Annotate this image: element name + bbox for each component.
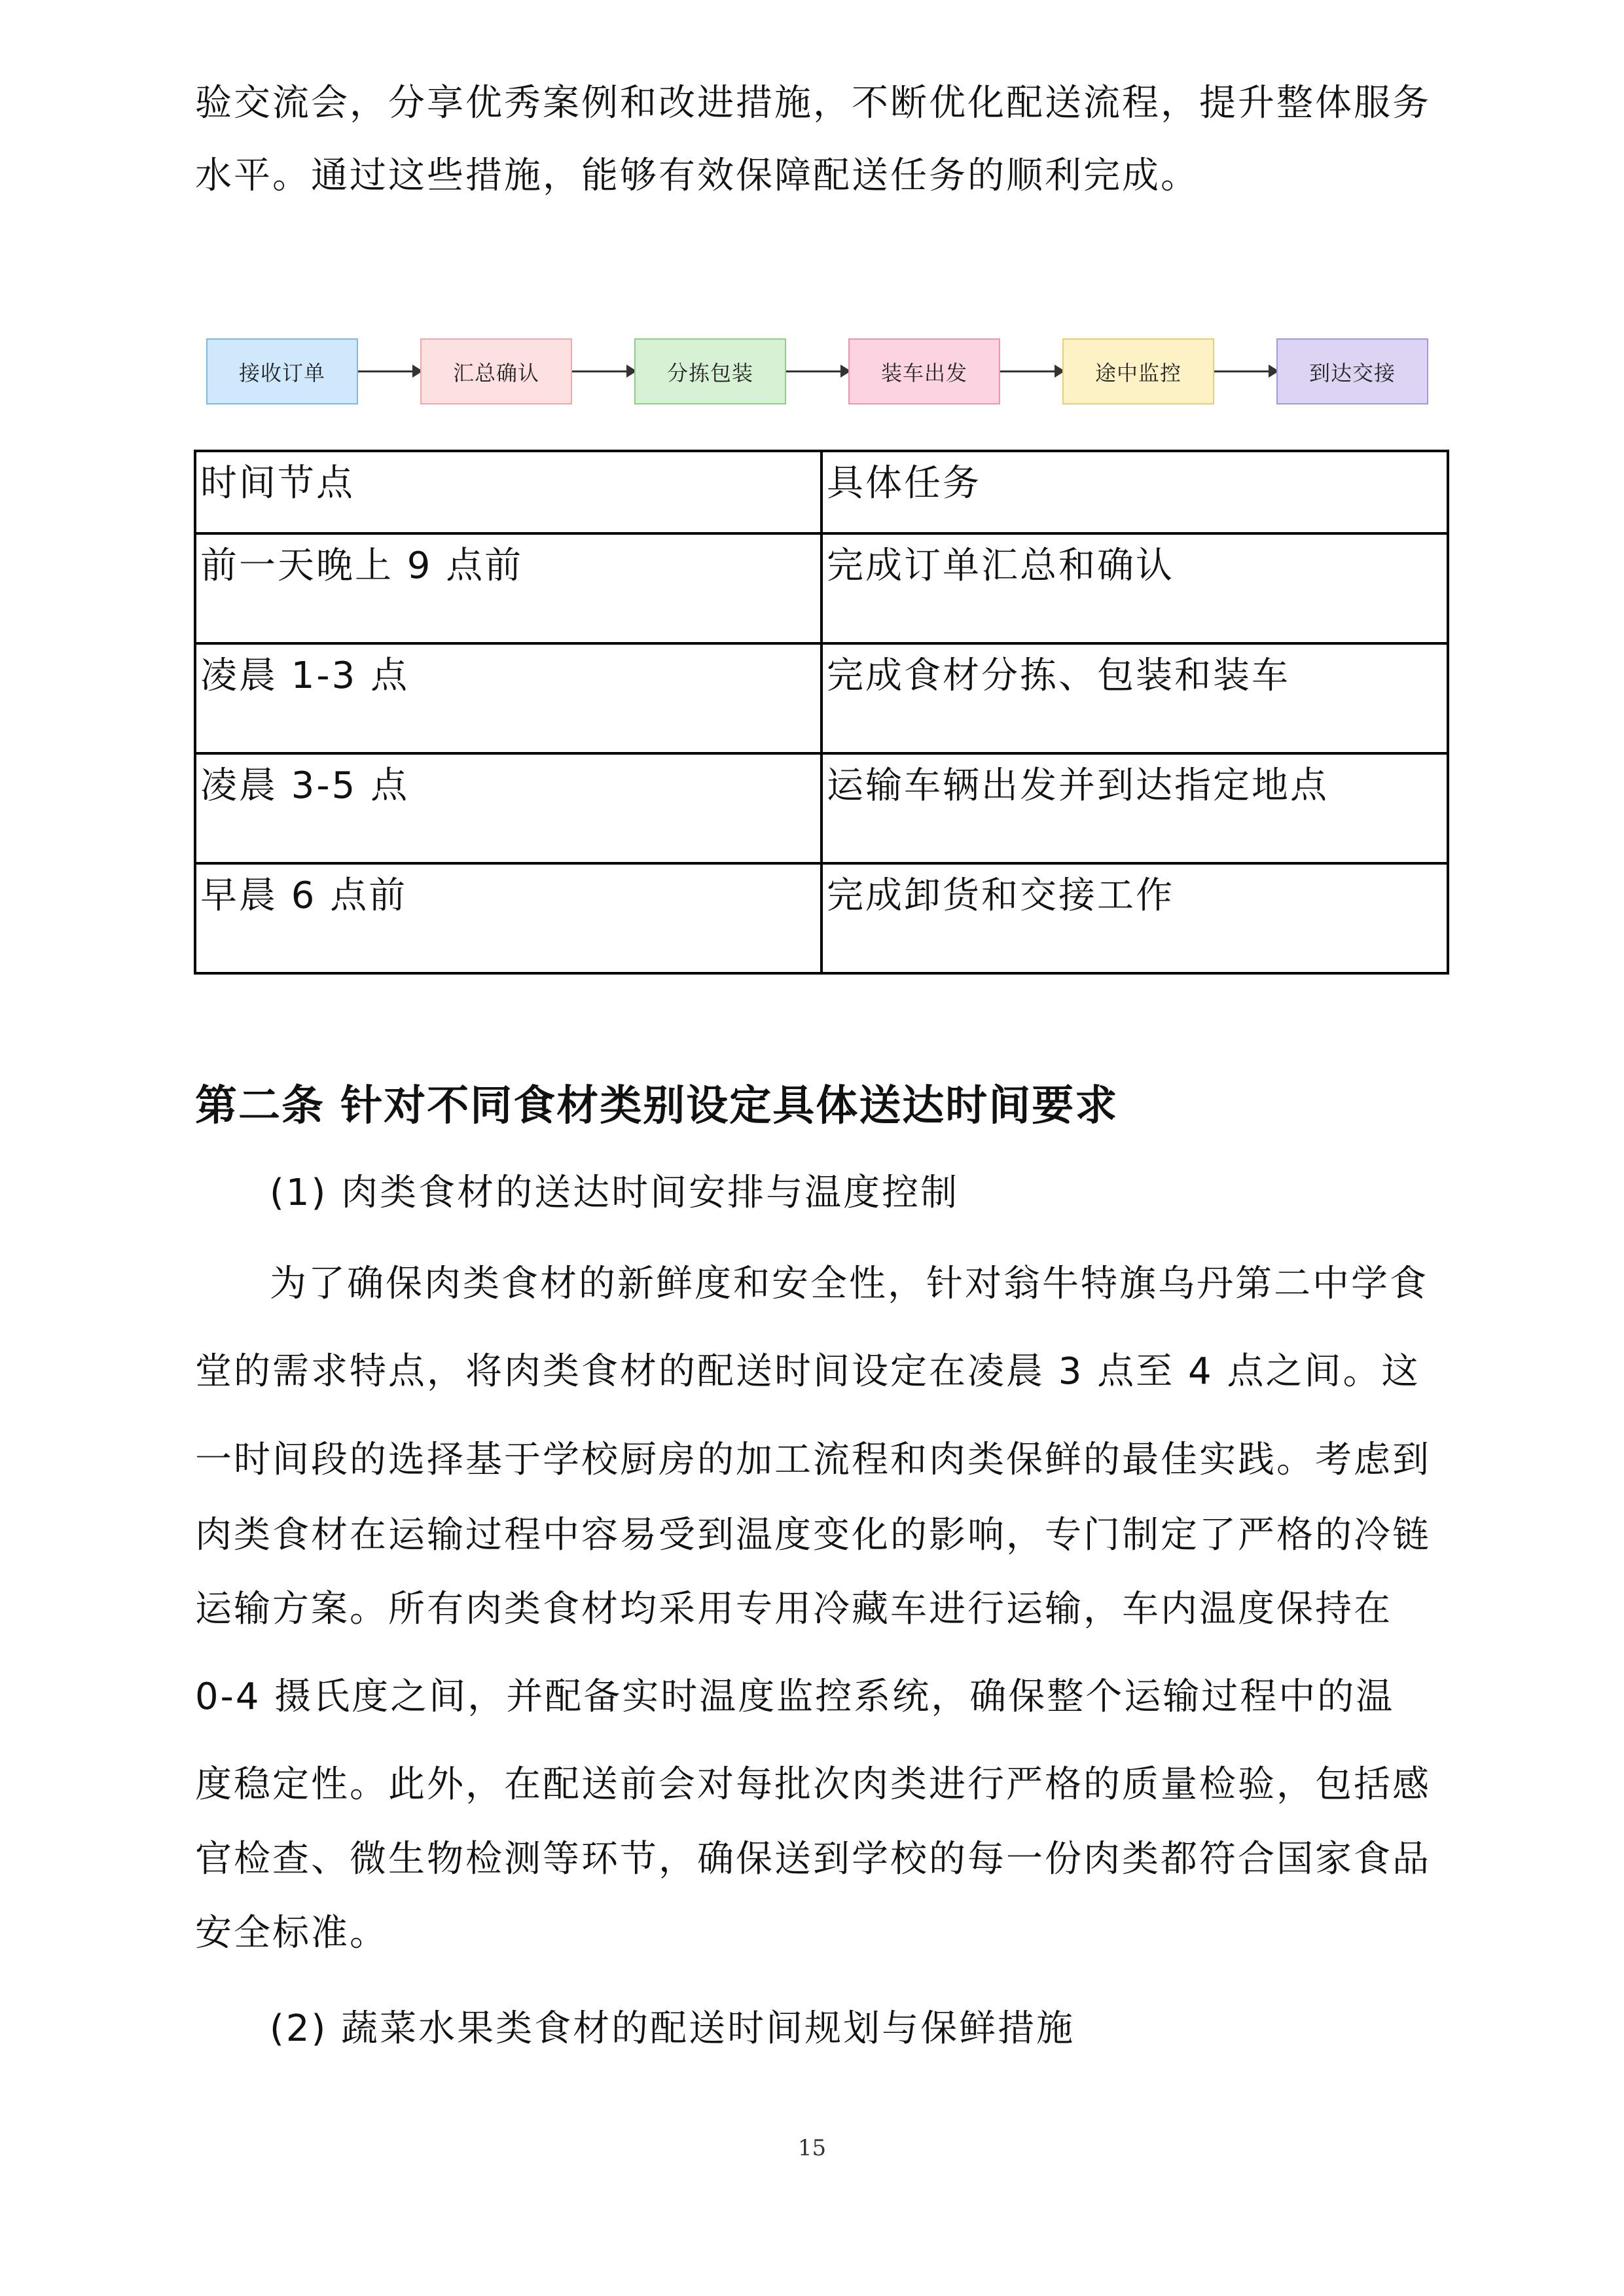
table-header-cell: 时间节点 xyxy=(195,451,821,533)
flow-step-summary-confirm: 汇总确认 xyxy=(420,338,572,404)
table-cell-task: 完成食材分拣、包装和装车 xyxy=(821,643,1448,753)
intro-line-1: 验交流会，分享优秀案例和改进措施，不断优化配送流程，提升整体服务 xyxy=(195,82,1431,124)
table-cell-time: 凌晨 1-3 点 xyxy=(195,643,821,753)
table-cell-task: 完成订单汇总和确认 xyxy=(821,533,1448,643)
section-heading: 第二条 针对不同食材类别设定具体送达时间要求 xyxy=(195,1082,1119,1130)
intro-line-2: 水平。通过这些措施，能够有效保障配送任务的顺利完成。 xyxy=(195,154,1199,197)
flow-arrow-4 xyxy=(1000,370,1062,372)
flow-arrow-5 xyxy=(1214,370,1276,372)
table-cell-task: 完成卸货和交接工作 xyxy=(821,863,1448,973)
body-line-7: 度稳定性。此外，在配送前会对每批次肉类进行严格的质量检验，包括感 xyxy=(195,1763,1431,1806)
subsection-2-title: (2) 蔬菜水果类食材的配送时间规划与保鲜措施 xyxy=(270,2007,1075,2050)
table-cell-time: 前一天晚上 9 点前 xyxy=(195,533,821,643)
table-row xyxy=(195,863,1448,973)
table-header-row xyxy=(195,451,1448,533)
flow-arrow-2 xyxy=(572,370,634,372)
flow-step-arrival-handover: 到达交接 xyxy=(1276,338,1428,404)
schedule-table xyxy=(194,450,1449,975)
table-cell-time: 早晨 6 点前 xyxy=(195,863,821,973)
flow-step-in-transit-monitor: 途中监控 xyxy=(1062,338,1214,404)
delivery-flow-diagram xyxy=(206,338,1430,406)
flow-step-receive-order: 接收订单 xyxy=(206,338,358,404)
subsection-1-title: (1) 肉类食材的送达时间安排与温度控制 xyxy=(270,1172,960,1214)
body-line-8: 官检查、微生物检测等环节，确保送到学校的每一份肉类都符合国家食品 xyxy=(195,1838,1431,1880)
flow-step-load-depart: 装车出发 xyxy=(848,338,1000,404)
flow-arrow-3 xyxy=(786,370,848,372)
table-header-cell: 具体任务 xyxy=(821,451,1448,533)
table-row xyxy=(195,643,1448,753)
body-line-2: 堂的需求特点，将肉类食材的配送时间设定在凌晨 3 点至 4 点之间。这 xyxy=(195,1350,1420,1393)
table-row xyxy=(195,753,1448,863)
flow-step-sort-pack: 分拣包装 xyxy=(634,338,786,404)
body-line-4: 肉类食材在运输过程中容易受到温度变化的影响，专门制定了严格的冷链 xyxy=(195,1514,1431,1556)
body-line-3: 一时间段的选择基于学校厨房的加工流程和肉类保鲜的最佳实践。考虑到 xyxy=(195,1439,1431,1481)
body-line-1: 为了确保肉类食材的新鲜度和安全性，针对翁牛特旗乌丹第二中学食 xyxy=(270,1263,1428,1305)
body-line-9: 安全标准。 xyxy=(195,1912,388,1954)
body-line-5: 运输方案。所有肉类食材均采用专用冷藏车进行运输，车内温度保持在 xyxy=(195,1588,1392,1630)
body-line-6: 0-4 摄氏度之间，并配备实时温度监控系统，确保整个运输过程中的温 xyxy=(195,1676,1395,1718)
table-row xyxy=(195,533,1448,643)
flow-arrow-1 xyxy=(358,370,420,372)
table-cell-task: 运输车辆出发并到达指定地点 xyxy=(821,753,1448,863)
table-cell-time: 凌晨 3-5 点 xyxy=(195,753,821,863)
page-number: 15 xyxy=(797,2135,827,2161)
